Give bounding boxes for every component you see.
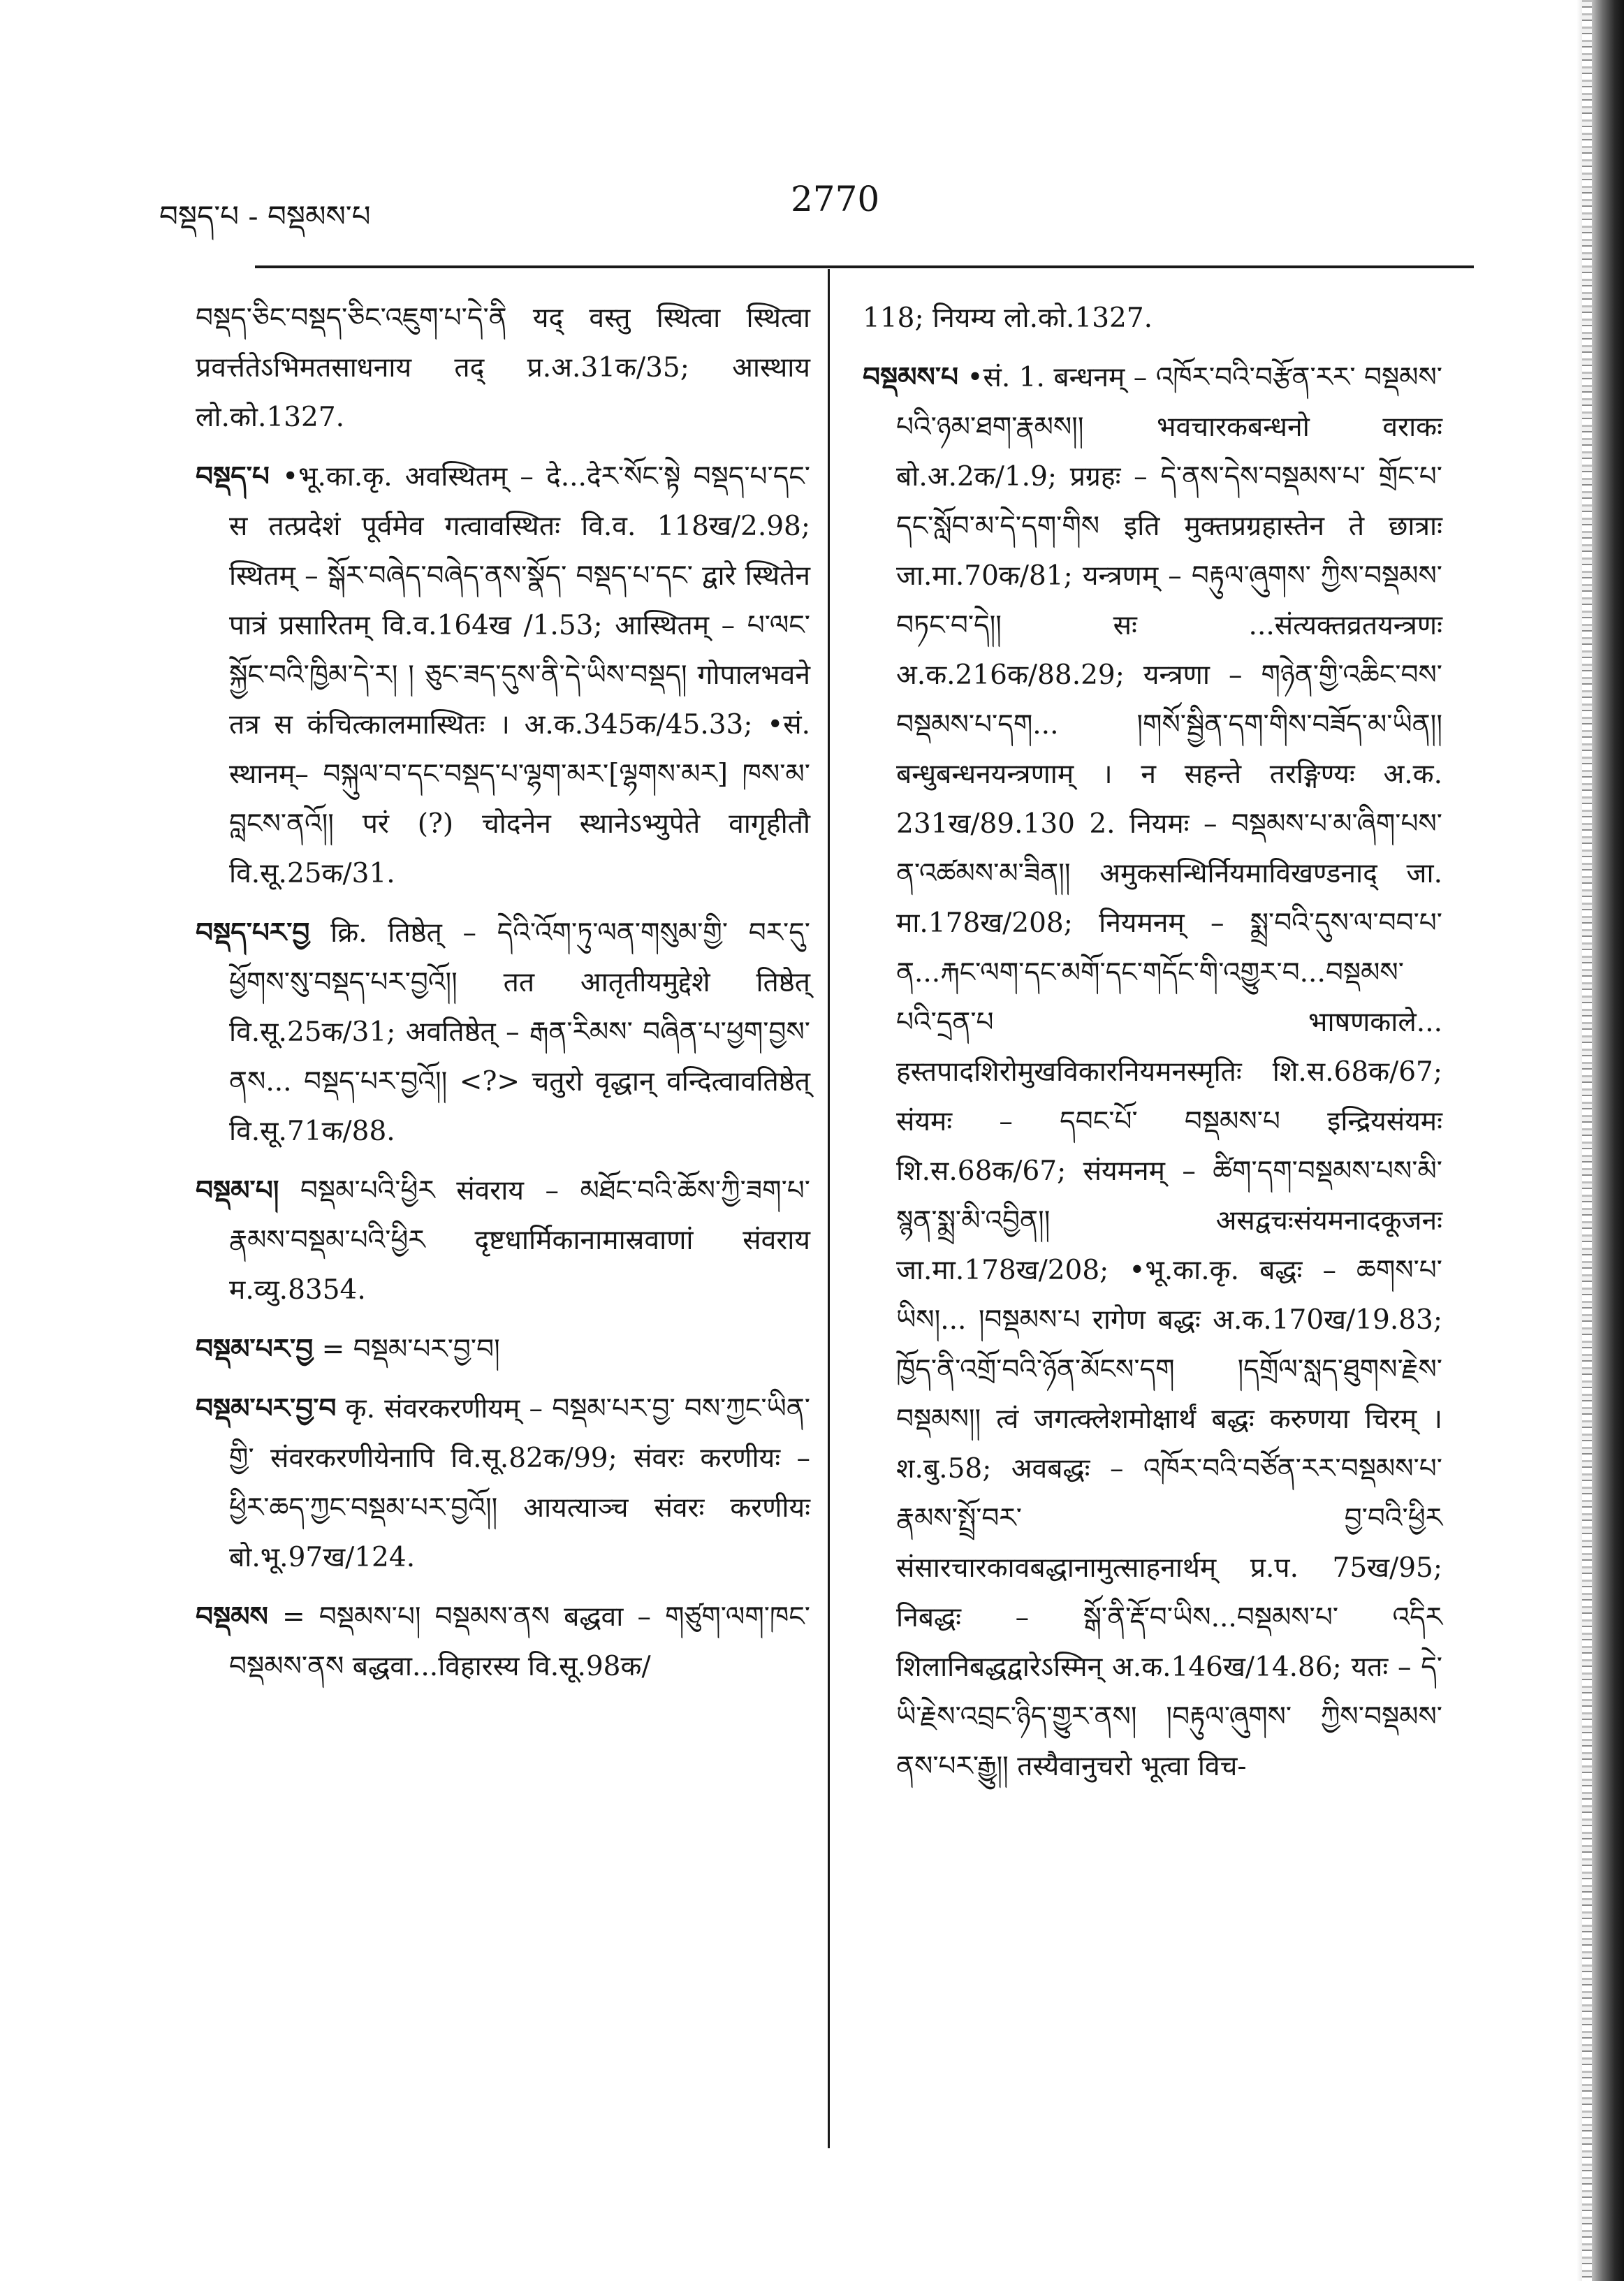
entry-text: བསྡམ་པའི་ཕྱིར संवराय – མཐོང་བའི་ཆོས་ཀྱི་ཟག་པ་རྣམས་བསྡམ་པའི་ཕྱིར दृष्टधार्मिकानामास्रवाणां संवराय म.व्यु.8354. bbox=[229, 1175, 810, 1306]
scan-edge-shadow bbox=[1577, 0, 1624, 2281]
entry-text: कृ. संवरकरणीयम् – བསྡམ་པར་བྱ་ བས་ཀྱང་ཡིན་གྱི་ संवरकरणीयेनापि वि.सू.82क/99; संवरः करणीयः – ཕྱིར་ཆད་ཀྱང་བསྡམ་པར་བྱའོ།། आयत्याञ्च संवरः करणीयः बो.भू.97ख/124. bbox=[229, 1393, 810, 1573]
left-column bbox=[196, 293, 810, 1701]
entry-headword: བསྡམ་པར་བྱ་བ bbox=[196, 1392, 337, 1424]
dictionary-entry bbox=[196, 1592, 810, 1691]
dictionary-entry bbox=[863, 353, 1442, 1791]
entry-headword: བསྡམས bbox=[196, 1601, 268, 1633]
dictionary-entry bbox=[196, 908, 810, 1156]
running-head: བསྡད་པ - བསྡམས་པ bbox=[159, 199, 371, 233]
page-number: 2770 bbox=[791, 179, 880, 219]
entry-headword: བསྡམ་པ། bbox=[196, 1174, 279, 1207]
entry-text: = བསྡམས་པ། བསྡམས་ནས बद्धवा – གཙུག་ལག་ཁང་བསྡམས་ནས बद्धवा...विहारस्य वि.सू.98क/ bbox=[229, 1601, 810, 1682]
entry-text: = བསྡམ་པར་བྱ་བ། bbox=[321, 1334, 500, 1365]
column-divider bbox=[828, 269, 830, 2148]
entry-text: བསྡད་ཅིང་བསྡད་ཅིང་འཇུག་པ་དེ་ནི यद् वस्तु स्थित्वा स्थित्वा प्रवर्त्ततेऽभिमतसाधनाय तद् प्र.अ.31क/35; आस्थाय लो.को.1327. bbox=[196, 303, 810, 433]
entry-headword: བསྡད་པ bbox=[196, 460, 270, 493]
entry-text: •सं. 1. बन्धनम् – འཁོར་བའི་བརྩོན་རར་ བསྡམས་པའི་ཉམ་ཐག་རྣམས།། भवचारकबन्धनो वराकः बो.अ.2क/1.9; प्रग्रहः – དེ་ནས་དེས་བསྡམས་པ་ གྲོང་པ་དང་སློབ་མ་དེ་དག་གིས इति मुक्तप्रग्रहास्तेन ते छात्राः जा.मा.70क/81; यन्त्रणम् – བརྟུལ་ཞུགས་ ཀྱིས་བསྡམས་བཏང་བ་དེ།། सः ...संत्यक्तव्रतयन्त्रणः अ.क.216क/88.29; यन्त्रणा – གཉེན་གྱི་འཆིང་བས་ བསྡམས་པ་དག... །གསོ་སྦྱིན་དག་གིས་བཟོད་མ་ཡིན།། बन्धुबन्धनयन्त्रणाम् । न सहन्ते तरङ्गिण्यः अ.क. 231ख/89.130 2. नियमः – བསྡམས་པ་མ་ཞིག་པས་ ན་འཚམས་མ་ཟིན།། अमुकसन्धिर्नियमाविखण्डनाद् जा. मा.178ख/208; नियमनम् – སྨྲ་བའི་དུས་ལ་བབ་པ་ ན...རྐང་ལག་དང་མགོ་དང་གདོང་གི་འགྱུར་བ...བསྡམས་ པའི་དྲན་པ भाषणकाले... हस्तपादशिरोमुखविकारनियमनस्मृतिः शि.स.68क/67; संयमः – དབང་པོ་ བསྡམས་པ इन्द्रियसंयमः शि.स.68क/67; संयमनम् – ཚིག་དག་བསྡམས་པས་མི་སྙན་སྨྲ་མི་འབྱིན།། असद्वचःसंयमनादकूजनः जा.मा.178ख/208; •भू.का.कृ. बद्धः – ཆགས་པ་ཡིས།... །བསྡམས་པ रागेण बद्धः अ.क.170ख/19.83; ཁྱོད་ནི་འགྲོ་བའི་ཉོན་མོངས་དག །དགྲོལ་སླད་ཐུགས་རྗེས་བསྡམས།། त्वं जगत्क्लेशमोक्षार्थं बद्धः करुणया चिरम् । श.बु.58; अवबद्धः – འཁོར་བའི་བཙོན་རར་བསྡམས་པ་རྣམས་སྤྲོ་བར་ བྱ་བའི་ཕྱིར संसारचारकावबद्धानामुत्साहनार्थम् प्र.प. 75ख/95; निबद्धः – སྒོ་ནི་རྡོ་བ་ཡིས...བསྡམས་པ་ འདིར शिलानिबद्धद्वारेऽस्मिन् अ.क.146ख/14.86; यतः – དེ་ཡི་རྗེས་འབྲང་ཉིད་གྱུར་ནས། །བརྟུལ་ཞུགས་ ཀྱིས་བསྡམས་ནས་པར་རྒྱུ།། तस्यैवानुचरो भूत्वा विच- bbox=[896, 362, 1442, 1782]
dictionary-entry bbox=[196, 452, 810, 898]
entry-headword: བསྡམ་པར་བྱ bbox=[196, 1333, 314, 1365]
dictionary-entry bbox=[196, 1325, 810, 1374]
entry-text: •भू.का.कृ. अवस्थितम् – दे...देར་སོང་སྟེ བསྡད་པ་དང་ स तत्प्रदेशं पूर्वमेव गत्वावस्थितः वि.व. 118ख/2.98; स्थितम् – སྒོར་བཞེད་བཞེད་ནས་སྣོད་ བསྡད་པ་དང་ द्वारे स्थितेन पात्रं प्रसारितम् वि.व.164ख /1.53; आस्थितम् – པ་ལང་སྐྱོང་བའི་ཁྱིམ་དེ་ར། ། ཅུང་ཟད་དུས་ནི་དེ་ཡིས་བསྡད། गोपालभवने तत्र स कंचित्कालमास्थितः । अ.क.345क/45.33; •सं. स्थानम्– བསྐུལ་བ་དང་བསྡད་པ་ལྷག་མར་[ལྷགས་མར] ཁས་མ་བླངས་ནའོ།། परं (?) चोदनेन स्थानेऽभ्युपेते वागृहीतौ वि.सू.25क/31. bbox=[229, 461, 810, 889]
dictionary-entry bbox=[196, 1384, 810, 1582]
header-rule bbox=[255, 265, 1474, 268]
entry-text: क्रि. तिष्ठेत् – དེའི་འོག་ཏུ་ལན་གསུམ་གྱི་ བར་དུ་ཕྱོགས་སུ་བསྡད་པར་བྱའོ།། तत आतृतीयमुद्देशे तिष्ठेत् वि.सू.25क/31; अवतिष्ठेत् – རྒན་རིམས་ བཞིན་པ་ཕྱག་བྱས་ནས... བསྡད་པར་བྱའོ།། <?> चतुरो वृद्धान् वन्दित्वावतिष्ठेत् वि.सू.71क/88. bbox=[229, 917, 810, 1147]
entry-continuation bbox=[863, 293, 1442, 343]
right-column bbox=[863, 293, 1442, 1801]
entry-headword: བསྡམས་པ bbox=[863, 361, 959, 393]
entry-text: 118; नियम्य लो.को.1327. bbox=[863, 303, 1153, 334]
dictionary-entry bbox=[196, 1166, 810, 1315]
entry-headword: བསྡད་པར་བྱ bbox=[196, 917, 310, 949]
entry-continuation bbox=[196, 293, 810, 442]
